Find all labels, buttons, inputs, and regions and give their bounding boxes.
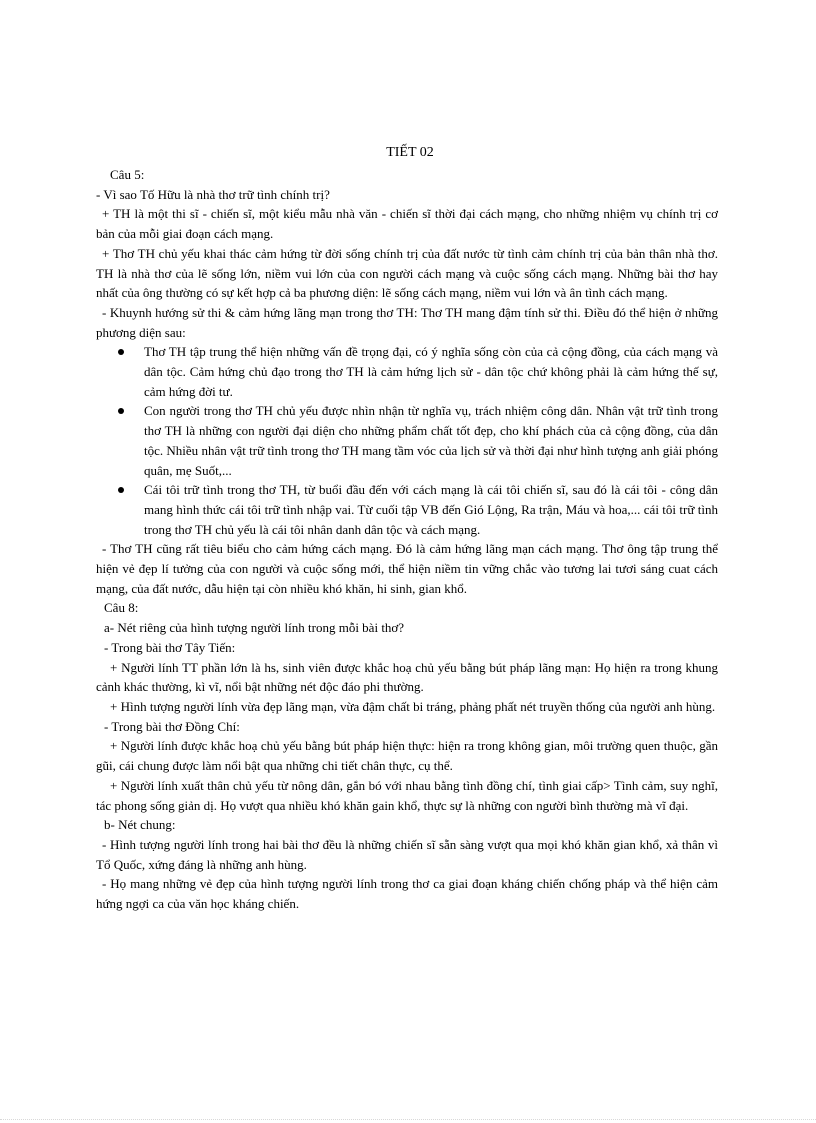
cau5-paragraph-4: - Thơ TH cũng rất tiêu biểu cho cảm hứng cách mạng. Đó là cảm hứng lãng mạn cách mạng. Thơ ông tập trung thể hiện vẻ đẹp lí tưởng của con người và cuộc sống mới, thể hiện niềm tin vững chắc vào tương lai tươi sáng cuat cách mạng, của đất nước, dẫu hiện tại còn nhiều khó khăn, hi sinh, gian khổ. bbox=[96, 541, 718, 596]
list-item bbox=[144, 342, 718, 401]
bullet-text: Thơ TH tập trung thể hiện những vấn đề trọng đại, có ý nghĩa sống còn của cả cộng đồng, của cách mạng và dân tộc. Cảm hứng chủ đạo trong thơ TH là cảm hứng lịch sử - dân tộc chứ không phải là cảm hứng thế sự, cảm hứng đời tư. bbox=[144, 344, 718, 399]
cau5-paragraph-1: + TH là một thi sĩ - chiến sĩ, một kiểu mẫu nhà văn - chiến sĩ thời đại cách mạng, cho những nhiệm vụ chính trị cơ bản của mỗi giai đoạn cách mạng. bbox=[96, 206, 718, 242]
bullet-icon bbox=[118, 349, 124, 355]
bullet-text: Con người trong thơ TH chủ yếu được nhìn nhận từ nghĩa vụ, trách nhiệm công dân. Nhân vật trữ tình trong thơ TH là những con người đại diện cho những phẩm chất tốt đẹp, cho khí phách của cả cộng đồng, của dân tộc. Nhiều nhân vật trữ tình trong thơ TH mang tầm vóc của lịch sử và thời đại như hình tượng anh giải phóng quân, mẹ Suốt,... bbox=[144, 403, 718, 478]
cau5-heading: Câu 5: bbox=[110, 167, 145, 182]
cau5-paragraph-2: + Thơ TH chủ yếu khai thác cảm hứng từ đời sống chính trị của đất nước từ tình cảm chính trị của bản thân nhà thơ. TH là nhà thơ của lẽ sống lớn, niềm vui lớn của con người cách mạng và cuộc sống cách mạng. Những bài thơ hay nhất của ông thường có sự kết hợp cả ba phương diện: lẽ sống cách mạng, niềm vui lớn và ân tình cách mạng. bbox=[96, 245, 718, 301]
cau5-question: - Vì sao Tố Hữu là nhà thơ trữ tình chính trị? bbox=[96, 186, 330, 202]
dong-chi-paragraph-2: + Người lính xuất thân chủ yếu từ nông dân, gắn bó với nhau bằng tình đồng chí, tình giai cấp> Tình cảm, suy nghĩ, tác phong sống giản dị. Họ vượt qua nhiều khó khăn gain khổ, thực sự là những con người bình thường mà vĩ đại. bbox=[96, 777, 718, 813]
cau8-heading: Câu 8: bbox=[104, 600, 139, 616]
tay-tien-heading: - Trong bài thơ Tây Tiến: bbox=[104, 639, 236, 655]
cau8-a-heading: a- Nét riêng của hình tượng người lính trong mỗi bài thơ? bbox=[104, 620, 405, 636]
cau8-b-paragraph-2: - Họ mang những vẻ đẹp của hình tượng người lính trong thơ ca giai đoạn kháng chiến chống pháp và thể hiện cảm hứng ngợi ca của văn học kháng chiến. bbox=[96, 876, 718, 912]
list-item bbox=[144, 401, 718, 480]
list-item bbox=[144, 480, 718, 539]
cau5-bullet-list bbox=[96, 342, 718, 539]
page-title: TIẾT 02 bbox=[386, 145, 434, 160]
dong-chi-heading: - Trong bài thơ Đồng Chí: bbox=[104, 718, 240, 734]
bullet-icon bbox=[118, 487, 124, 493]
cau8-b-heading: b- Nét chung: bbox=[104, 817, 176, 833]
tay-tien-paragraph-2: + Hình tượng người lính vừa đẹp lãng mạn, vừa đậm chất bi tráng, phảng phất nét truyền thống của người anh hùng. bbox=[110, 698, 716, 714]
cau5-paragraph-3: - Khuynh hướng sử thi & cảm hứng lãng mạn trong thơ TH: Thơ TH mang đậm tính sử thi. Điều đó thể hiện ở những phương diện sau: bbox=[96, 304, 718, 340]
document-body bbox=[96, 165, 718, 914]
tay-tien-paragraph-1: + Người lính TT phần lớn là hs, sinh viên được khắc hoạ chủ yếu bằng bút pháp lãng mạn: Họ hiện ra trong khung cảnh khác thường, kì vĩ, nổi bật những nét độc đáo phi thường. bbox=[96, 659, 718, 695]
cau8-b-paragraph-1: - Hình tượng người lính trong hai bài thơ đều là những chiến sĩ sẵn sàng vượt qua mọi khó khăn gian khổ, xả thân vì Tổ Quốc, xứng đáng là những anh hùng. bbox=[96, 836, 718, 872]
page-bottom-divider bbox=[0, 1119, 816, 1120]
bullet-text: Cái tôi trữ tình trong thơ TH, từ buổi đầu đến với cách mạng là cái tôi chiến sĩ, sau đó là cái tôi - công dân mang hình thức cái tôi trữ tình nhập vai. Từ cuối tập VB đến Gió Lộng, Ra trận, Máu và hoa,... cái tôi trữ tình trong thơ TH chủ yếu là cái tôi nhân danh dân tộc và cách mạng. bbox=[144, 482, 718, 537]
dong-chi-paragraph-1: + Người lính được khắc hoạ chủ yếu bằng bút pháp hiện thực: hiện ra trong không gian, môi trường quen thuộc, gần gũi, cái chung được làm nổi bật qua những chi tiết chân thực, cụ thể. bbox=[96, 738, 718, 774]
bullet-icon bbox=[118, 408, 124, 414]
